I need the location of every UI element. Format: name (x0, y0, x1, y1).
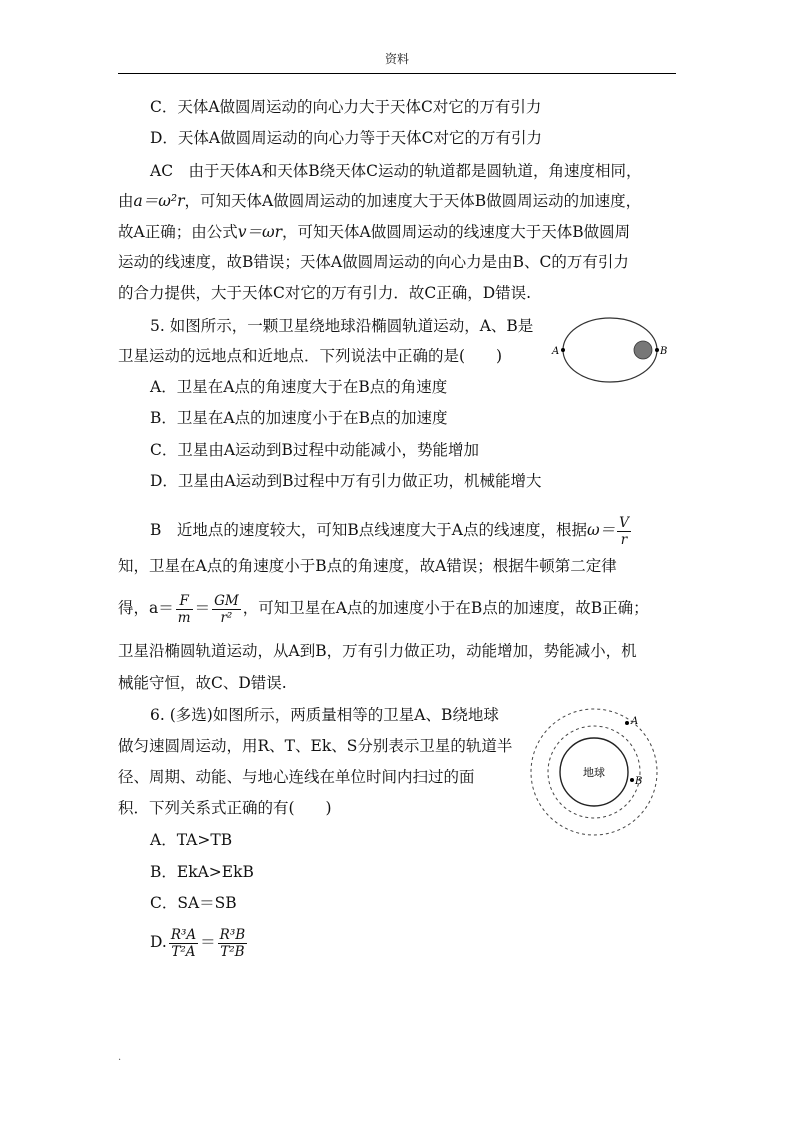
point-a-dot (561, 348, 565, 352)
circular-orbits-figure (528, 706, 660, 838)
fig5-label-a: A (552, 346, 560, 357)
question-6-stem-2: 做匀速圆周运动，用R、T、Ek、S分别表示卫星的轨道半 (118, 737, 513, 755)
answer-5-line3: 得，a＝ $\frac{F}{m}$ ＝ $\frac{GM}{\text{r²}}$ ，可知卫星在A点的加速度小于在B点的加速度，故B正确； (118, 592, 649, 626)
question-6-option-d: D. $\frac{\text{R³A}}{\text{T²A}}$ ＝ $\frac{\text{R³B}}{\text{T²B}}$ (150, 926, 246, 960)
ellipse-orbit-figure (550, 312, 670, 390)
answer-prev-line3: 故A正确；由公式v＝ωr，可知天体A做圆周运动的线速度大于天体B做圆周 (118, 223, 631, 241)
answer-5-line1: B 近地点的速度较大，可知B点线速度大于A点的线速度，根据ω＝ $\frac{V}{r}$ (150, 514, 629, 548)
satellite-a-dot (625, 721, 629, 725)
answer-5-line4: 卫星沿椭圆轨道运动，从A到B，万有引力做正功，动能增加，势能减小，机 (118, 642, 637, 660)
answer-5-line2: 知，卫星在A点的角速度小于B点的角速度，故A错误；根据牛顿第二定律 (118, 557, 617, 575)
point-b-dot (655, 348, 659, 352)
answer-prev-line5: 的合力提供，大于天体C对它的万有引力．故C正确，D错误. (118, 284, 532, 302)
question-5-option-a: A．卫星在A点的角速度大于在B点的角速度 (150, 378, 448, 396)
question-5-option-b: B．卫星在A点的加速度小于在B点的加速度 (150, 409, 448, 427)
answer-5-line5: 械能守恒，故C、D错误. (118, 674, 287, 692)
fig5-label-b: B (660, 346, 668, 357)
question-6-option-b: B．EkA>EkB (150, 863, 254, 881)
earth-label: 地球 (583, 766, 605, 779)
question-6-option-a: A．TA>TB (150, 831, 233, 849)
question-5-option-c: C．卫星由A运动到B过程中动能减小，势能增加 (150, 441, 479, 459)
option-d-prev: D．天体A做圆周运动的向心力等于天体C对它的万有引力 (150, 129, 542, 147)
question-6-stem-1: 6. (多选)如图所示，两质量相等的卫星A、B绕地球 (150, 706, 499, 724)
question-5-stem-2: 卫星运动的远地点和近地点．下列说法中正确的是( ) (118, 347, 503, 365)
page-header: 资料 (384, 52, 409, 66)
footer-dot: . (118, 1052, 122, 1063)
answer-prev-line1: AC 由于天体A和天体B绕天体C运动的轨道都是圆轨道，角速度相同， (150, 162, 642, 180)
answer-prev-line2: 由a＝ω²r，可知天体A做圆周运动的加速度大于天体B做圆周运动的加速度， (118, 192, 642, 210)
answer-prev-line4: 运动的线速度，故B错误；天体A做圆周运动的向心力是由B、C的万有引力 (118, 253, 629, 271)
question-5-stem-1: 5. 如图所示，一颗卫星绕地球沿椭圆轨道运动，A、B是 (150, 317, 534, 335)
question-5-option-d: D．卫星由A运动到B过程中万有引力做正功，机械能增大 (150, 472, 542, 490)
satellite-b-dot (630, 778, 634, 782)
question-6-option-c: C．SA＝SB (150, 894, 237, 912)
fig6-label-b: B (635, 776, 643, 787)
fig6-label-a: A (631, 716, 639, 727)
question-6-stem-4: 积．下列关系式正确的有( ) (118, 799, 332, 817)
option-c-prev: C．天体A做圆周运动的向心力大于天体C对它的万有引力 (150, 98, 542, 116)
earth-circle (634, 341, 652, 359)
header-rule (118, 73, 676, 74)
question-6-stem-3: 径、周期、动能、与地心连线在单位时间内扫过的面 (118, 768, 475, 786)
